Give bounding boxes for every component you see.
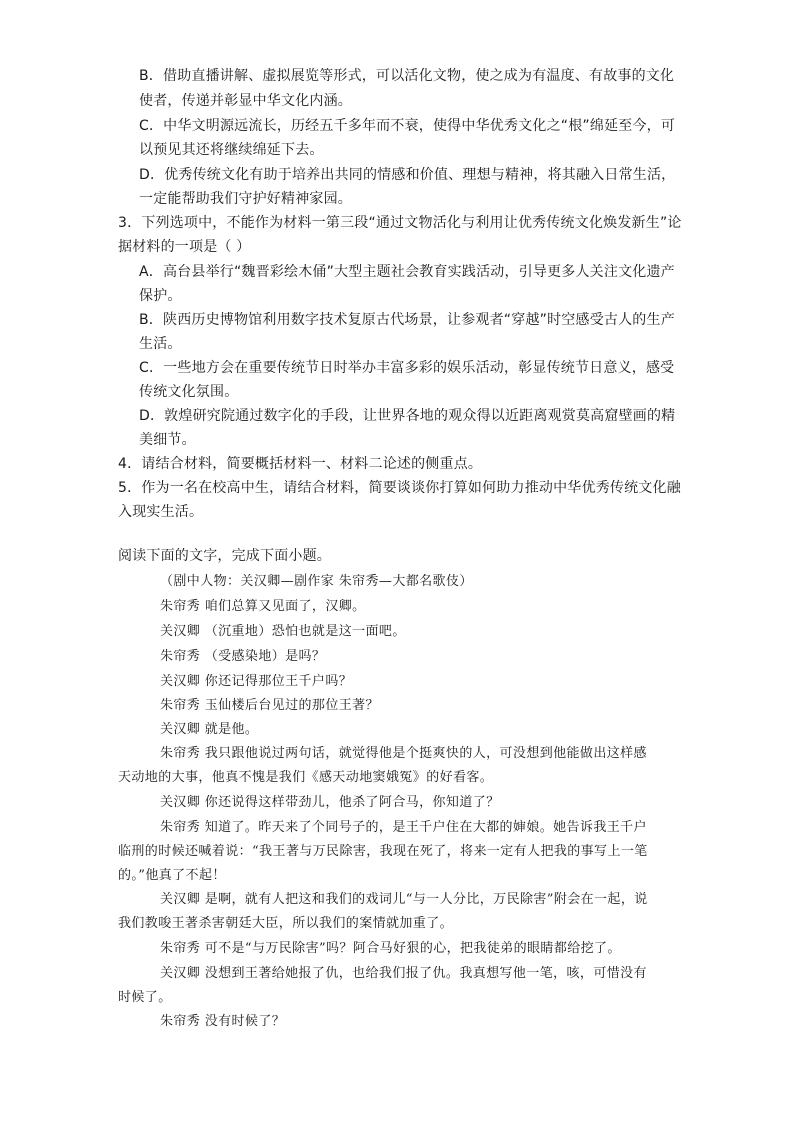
option-c-line-2: 以预见其还将继续绵延下去。 <box>139 142 324 158</box>
script-line: 朱帘秀 没有时候了？ <box>160 1014 286 1029</box>
script-line: 临刑的时候还喊着说：“我王著与万民除害，我现在死了，将来一定有人把我的事写上一笔 <box>118 844 648 859</box>
q5-line-1: 5．作为一名在校高中生，请结合材料，简要谈谈你打算如何助力推动中华优秀传统文化融 <box>118 480 681 496</box>
q3-option-d-line-2: 美细节。 <box>139 432 196 448</box>
q3-stem-line-1: 3．下列选项中，不能作为材料一第三段“通过文物活化与利用让优秀传统文化焕发新生”论 <box>118 215 682 231</box>
script-line: 朱帘秀 知道了。昨天来了个同号子的，是王千户住在大都的婶娘。她告诉我王千户 <box>160 820 647 835</box>
script-line: 关汉卿 就是他。 <box>160 722 259 737</box>
script-line: 关汉卿 你还说得这样带劲儿，他杀了阿合马，你知道了？ <box>160 795 500 810</box>
script-line: 天动地的大事，他真不愧是我们《感天动地窦娥冤》的好看客。 <box>118 770 494 785</box>
q3-option-c-line-1: C．一些地方会在重要传统节日时举办丰富多彩的娱乐活动，彰显传统节日意义，感受 <box>139 360 675 376</box>
script-line: 朱帘秀 可不是“与万民除害”吗？阿合马好狠的心，把我徒弟的眼睛都给挖了。 <box>160 941 621 956</box>
q3-option-c-line-2: 传统文化氛围。 <box>139 384 239 400</box>
script-line: 关汉卿 你还记得那位王千户吗？ <box>160 674 353 689</box>
reading-intro: 阅读下面的文字，完成下面小题。 <box>118 548 331 564</box>
option-b-line-1: B．借助直播讲解、虚拟展览等形式，可以活化文物，使之成为有温度、有故事的文化 <box>139 68 675 84</box>
script-line: 关汉卿 是啊，就有人把这和我们的戏词儿“与一人分比，万民除害”附会在一起，说 <box>160 892 648 907</box>
q3-option-b-line-1: B．陕西历史博物馆利用数字技术复原古代场景，让参观者“穿越”时空感受古人的生产 <box>139 312 675 328</box>
script-line: 的。”他真了不起！ <box>118 868 226 883</box>
script-line: 关汉卿 （沉重地）恐怕也就是这一面吧。 <box>160 624 406 639</box>
script-line: 我们教唆王著杀害朝廷大臣，所以我们的案情就加重了。 <box>118 916 454 931</box>
q3-stem-line-2: 据材料的一项是（ ） <box>118 239 251 255</box>
option-b-line-2: 使者，传递并彰显中华文化内涵。 <box>139 93 352 109</box>
script-line: 朱帘秀 我只跟他说过两句话，就觉得他是个挺爽快的人，可没想到他能做出这样感 <box>160 746 647 761</box>
q5-line-2: 入现实生活。 <box>118 504 204 520</box>
q4-text: 4．请结合材料，简要概括材料一、材料二论述的侧重点。 <box>118 456 483 472</box>
script-line: 时候了。 <box>118 990 172 1005</box>
q3-option-b-line-2: 生活。 <box>139 336 182 352</box>
option-d-line-2: 一定能帮助我们守护好精神家园。 <box>139 191 352 207</box>
option-c-line-1: C．中华文明源远流长，历经五千多年而不衰，使得中华优秀文化之“根”绵延至今，可 <box>139 118 676 134</box>
option-d-line-1: D．优秀传统文化有助于培养出共同的情感和价值、理想与精神，将其融入日常生活， <box>139 167 676 183</box>
script-line: 朱帘秀 咱们总算又见面了，汉卿。 <box>160 599 366 614</box>
script-line: 朱帘秀 玉仙楼后台见过的那位王著？ <box>160 698 379 713</box>
q3-option-d-line-1: D．敦煌研究院通过数字化的手段，让世界各地的观众得以近距离观赏莫高窟壁画的精 <box>139 408 676 424</box>
script-line: 关汉卿 没想到王著给她报了仇，也给我们报了仇。我真想写他一笔，咳，可惜没有 <box>160 966 647 981</box>
q3-option-a-line-2: 保护。 <box>139 288 182 304</box>
script-line: 朱帘秀 （受感染地）是吗？ <box>160 649 326 664</box>
script-cast-list: （剧中人物：关汉卿—剧作家 朱帘秀—大都名歌伎） <box>160 574 473 589</box>
q3-option-a-line-1: A．高台县举行“魏晋彩绘木俑”大型主题社会教育实践活动，引导更多人关注文化遗产 <box>139 264 675 280</box>
